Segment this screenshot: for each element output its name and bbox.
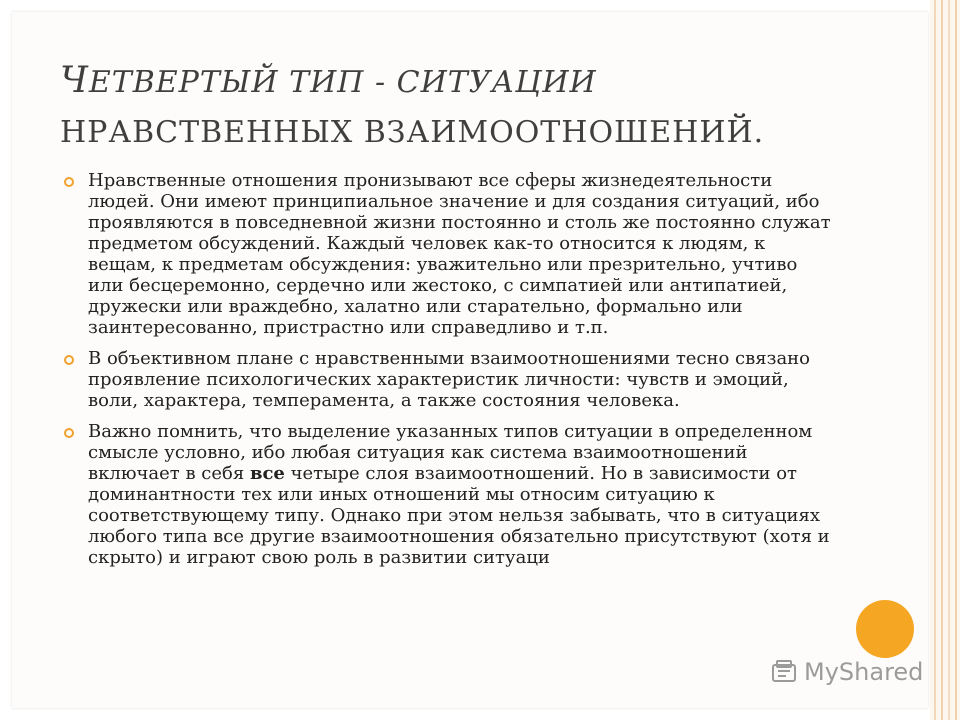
bullet-text: В объективном плане с нравственными взаимоотношениями тесно связано проявление психологических характеристик личности: чувств и эмоций, воли, характера, темперамента, а также состояния человека. <box>88 348 811 411</box>
title-line-1 <box>60 56 880 108</box>
title-first-letter: Ч <box>60 60 89 101</box>
bullet-text-part-2: четыре слоя взаимоотношений. Но в зависимости от доминантности тех или иных отношений мы относим ситуацию к соответствующему типу. Однако при этом нельзя забывать, что в ситуациях любого типа все другие взаимоотношения обязательно присутствуют (хотя и скрыто) и играют свою роль в развитии ситуаци <box>88 463 830 568</box>
bullet-bold-word: все <box>249 463 285 484</box>
bullet-item <box>64 421 834 568</box>
title-line-1-text: ЕТВЕРТЫЙ ТИП - СИТУАЦИИ <box>88 65 597 100</box>
stripe <box>955 0 957 720</box>
title-line-2: НРАВСТВЕННЫХ ВЗАИМООТНОШЕНИЙ. <box>60 115 765 150</box>
bullet-circle-icon <box>64 428 74 438</box>
watermark-text: MyShared <box>804 658 924 686</box>
stripe <box>941 0 943 720</box>
myshared-logo-icon <box>770 658 798 686</box>
stripe <box>934 0 936 720</box>
orange-dot-decoration <box>856 600 914 658</box>
stripe <box>948 0 950 720</box>
bullet-text-part-1: Важно помнить, что выделение указанных типов ситуации в определенном смысле условно, ибо любая ситуация как система взаимоотношений включает в себя <box>88 421 813 484</box>
bullet-text: Нравственные отношения пронизывают все сферы жизнедеятельности людей. Они имеют принципиальное значение и для создания ситуаций, ибо проявляются в повседневной жизни постоянно и столь же постоянно служат предметом обсуждений. Каждый человек как-то относится к людям, к вещам, к предметам обсуждения: уважительно или презрительно, учтиво или бесцеремонно, сердечно или жестоко, с симпатией или антипатией, дружески или враждебно, халатно или старательно, формально или заинтересованно, пристрастно или справедливо и т.п. <box>88 170 831 338</box>
bullet-item <box>64 170 834 338</box>
bullet-item <box>64 348 834 411</box>
decorative-stripes <box>930 0 960 720</box>
bullet-list <box>64 170 834 578</box>
slide-title <box>60 56 880 158</box>
myshared-watermark <box>770 658 923 686</box>
bullet-circle-icon <box>64 177 74 187</box>
bullet-circle-icon <box>64 355 74 365</box>
